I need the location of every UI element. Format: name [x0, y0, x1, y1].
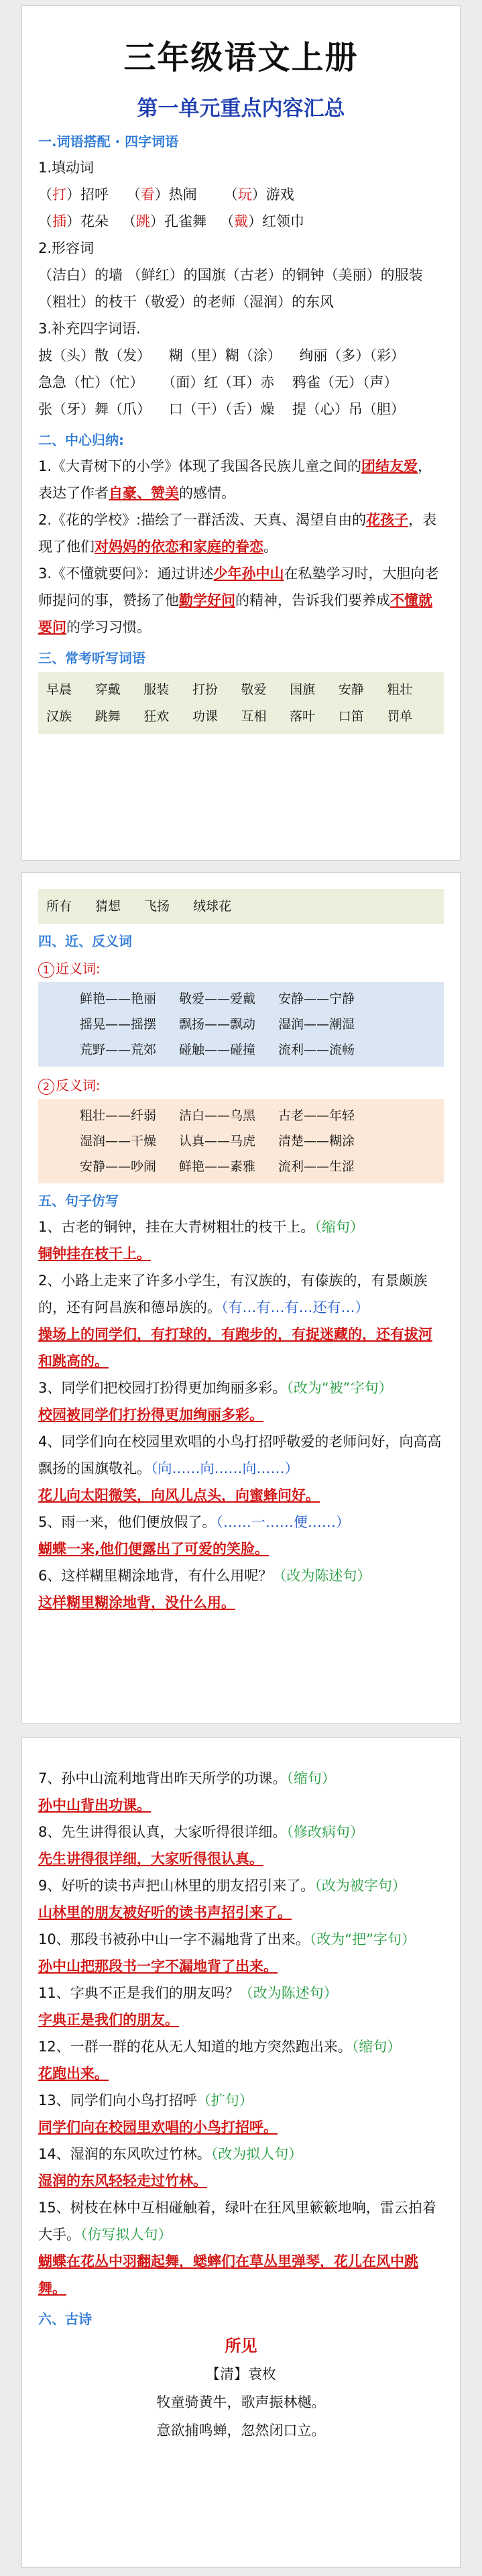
- section-3-heading: 三、常考听写词语: [38, 650, 145, 666]
- synonyms-label: 1 近义词:: [38, 958, 444, 978]
- synonym-row: 鲜艳——艳丽 敬爱——爱戴 安静——宁静: [80, 991, 355, 1006]
- answer-4: 花儿向太阳微笑，向风儿点头，向蜜蜂问好。: [38, 1487, 320, 1503]
- answer-12: 花跑出来。: [38, 2065, 109, 2082]
- synonyms-box: [38, 982, 444, 1067]
- page-3: [21, 1737, 461, 2568]
- section-6-heading: 六、古诗: [38, 2311, 92, 2327]
- sentence-12: 12、一群一群的花从无人知道的地方突然跑出来。（缩句）: [38, 2039, 402, 2055]
- central-idea-3: 3.《不懂就要问》：通过讲述少年孙中山在私塾学习时，大胆向老师提问的事，赞扬了他勤学好问的精神，告诉我们要养成不懂就要问的学习习惯。: [38, 566, 439, 635]
- antonym-row: 安静——吵闹 鲜艳——素雅 流利——生涩: [80, 1159, 355, 1174]
- sentence-14: 14、湿润的东风吹过竹林。（改为拟人句）: [38, 2146, 303, 2162]
- antonym-row: 粗壮——纤弱 洁白——乌黑 古老——年轻: [80, 1108, 355, 1123]
- sentence-10: 10、那段书被孙中山一字不漏地背了出来。（改为“把”字句）: [38, 1931, 416, 1947]
- page-title: 三年级语文上册: [123, 39, 359, 76]
- sentence-6: 6、这样糊里糊涂地背，有什么用呢？（改为陈述句）: [38, 1568, 371, 1584]
- answer-15: 蝴蝶在花丛中羽翻起舞，蟋蟀们在草丛里弹琴，花儿在风中跳舞。: [38, 2253, 418, 2296]
- dictation-row-2: 汉族 跳舞 狂欢 功课 互相 落叶 口笛 罚单: [46, 709, 413, 724]
- verbs-line-1: （打）招呼 （看）热闹 （玩）游戏: [38, 186, 294, 203]
- sentence-15: 15、树枝在林中互相碰触着，绿叶在狂风里簌簌地响，雷云拍着大手。（仿写拟人句）: [38, 2200, 436, 2243]
- sentence-11: 11、字典不正是我们的朋友吗？（改为陈述句）: [38, 1985, 338, 2001]
- answer-3: 校园被同学们打扮得更加绚丽多彩。: [38, 1407, 263, 1423]
- poem-title: 所见: [225, 2337, 257, 2355]
- answer-13: 同学们向在校园里欢唱的小鸟打招呼。: [38, 2119, 278, 2135]
- four-char-title: 3.补充四字词语.: [38, 321, 141, 337]
- sentence-8: 8、先生讲得很认真，大家听得很详细。（修改病句）: [38, 1824, 364, 1840]
- section-4-heading: 四、近、反义词: [38, 933, 132, 949]
- four-char-row-1: 披（头）散（发） 糊（里）糊（涂） 绚丽（多）（彩）: [38, 347, 405, 364]
- answer-11: 字典正是我们的朋友。: [38, 2012, 179, 2028]
- sentence-13: 13、同学们向小鸟打招呼（扩句）: [38, 2092, 253, 2108]
- answer-1: 铜钟挂在枝干上。: [38, 1246, 151, 1262]
- answer-9: 山林里的朋友被好听的读书声招引来了。: [38, 1904, 292, 1921]
- section-5-heading: 五、句子仿写: [38, 1193, 119, 1209]
- adj-line-2: （粗壮）的枝干（敬爱）的老师（湿润）的东风: [38, 294, 334, 310]
- sentence-3: 3、同学们把校园打扮得更加绚丽多彩。（改为“被”字句）: [38, 1380, 393, 1396]
- poem-line-1: 牧童骑黄牛，歌声振林樾。: [156, 2394, 326, 2410]
- adj-title: 2.形容词: [38, 240, 95, 256]
- answer-5: 蝴蝶一来,他们便露出了可爱的笑脸。: [38, 1541, 269, 1557]
- answer-14: 湿润的东风轻轻走过竹林。: [38, 2173, 207, 2189]
- synonym-row: 摇晃——摇摆 飘扬——飘动 湿润——潮湿: [80, 1017, 355, 1032]
- answer-7: 孙中山背出功课。: [38, 1797, 151, 1813]
- sentence-7: 7、孙中山流利地背出昨天所学的功课。（缩句）: [38, 1770, 336, 1786]
- page-2: [21, 872, 461, 1724]
- central-idea-2: 2.《花的学校》:描绘了一群活泼、天真、渴望自由的花孩子，表现了他们对妈妈的依恋和家庭的眷恋。: [38, 512, 437, 555]
- poem: [38, 2332, 444, 2445]
- dictation-words-grid-cont: [38, 889, 444, 924]
- sentence-2: 2、小路上走来了许多小学生，有汉族的，有傣族的，有景颇族的，还有阿昌族和德昂族的。（有…有…有…还有…）: [38, 1273, 428, 1316]
- adj-line-1: （洁白）的墙 （鲜红）的国旗（古老）的铜钟（美丽）的服装: [38, 267, 423, 283]
- antonyms-label: 2 反义词:: [38, 1075, 444, 1095]
- answer-10: 孙中山把那段书一字不漏地背了出来。: [38, 1958, 278, 1974]
- page-subtitle: 第一单元重点内容汇总: [137, 97, 345, 121]
- dictation-words-grid: [38, 672, 444, 734]
- sentence-4: 4、同学们向在校园里欢唱的小鸟打招呼敬爱的老师问好，向高高飘扬的国旗敬礼。（向……向……向……）: [38, 1434, 442, 1477]
- dictation-row-3: 所有 猜想 飞扬 绒球花: [46, 899, 232, 914]
- page-1: [21, 5, 461, 861]
- poem-line-2: 意欲捕鸣蝉，忽然闭口立。: [156, 2422, 326, 2438]
- poem-author: 【清】袁枚: [206, 2366, 276, 2382]
- sentence-9: 9、好听的读书声把山林里的朋友招引来了。（改为被字句）: [38, 1878, 406, 1894]
- answer-6: 这样糊里糊涂地背，没什么用。: [38, 1595, 235, 1611]
- four-char-row-3: 张（牙）舞（爪） 口（干）（舌）燥 提（心）吊（胆）: [38, 401, 405, 417]
- section-1-heading: 一.词语搭配 · 四字词语: [38, 133, 179, 150]
- antonym-row: 湿润——干燥 认真——马虎 清楚——糊涂: [80, 1134, 355, 1148]
- four-char-row-2: 急急（忙）（忙） （面）红（耳）赤 鸦雀（无）（声）: [38, 374, 398, 390]
- verbs-title: 1.填动词: [38, 160, 95, 176]
- central-idea-1: 1.《大青树下的小学》体现了我国各民族儿童之间的团结友爱，表达了作者自豪、赞美的感情。: [38, 458, 432, 501]
- answer-8: 先生讲得很详细，大家听得很认真。: [38, 1851, 263, 1867]
- synonym-row: 荒野——荒郊 碰触——碰撞 流利——流畅: [80, 1042, 355, 1057]
- dictation-row-1: 早晨 穿戴 服装 打扮 敬爱 国旗 安静 粗壮: [46, 682, 413, 697]
- antonyms-box: [38, 1099, 444, 1183]
- answer-2: 操场上的同学们，有打球的，有跑步的，有捉迷藏的，还有拔河和跳高的。: [38, 1326, 432, 1369]
- sentence-5: 5、雨一来，他们便放假了。（……一……便……）: [38, 1514, 350, 1530]
- sentence-1: 1、古老的铜钟，挂在大青树粗壮的枝干上。（缩句）: [38, 1219, 364, 1235]
- verbs-line-2: （插）花朵 （跳）孔雀舞 （戴）红领巾: [38, 213, 305, 229]
- section-2-heading: 二、中心归纳:: [38, 432, 124, 448]
